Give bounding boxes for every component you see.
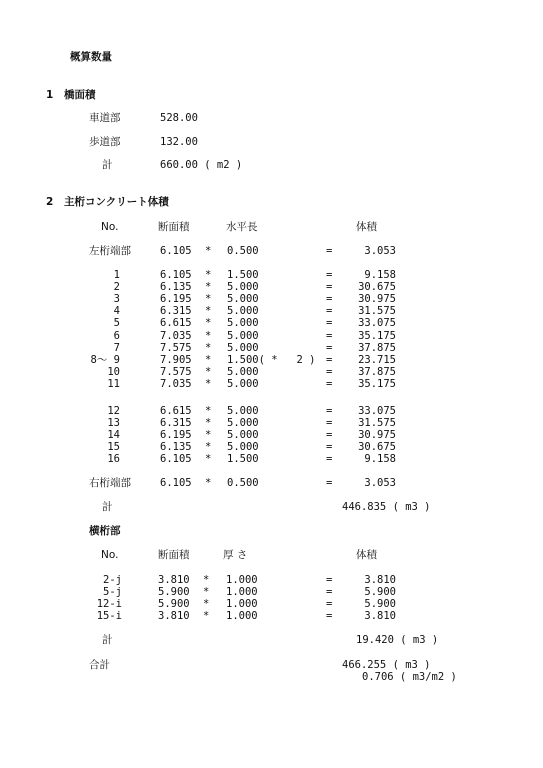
row-equals: = <box>326 281 333 294</box>
row-area: 6.135 <box>160 281 192 294</box>
row-length: 1.500 <box>227 453 259 466</box>
girder-subtotal-value: 446.835 ( m3 ) <box>342 501 431 513</box>
row-volume: 35.175 <box>358 377 396 390</box>
cross-row-number: 5-j <box>103 586 122 599</box>
row-equals: = <box>326 353 333 366</box>
row-number: 13 <box>107 417 120 430</box>
row-volume: 31.575 <box>358 417 396 430</box>
cross-subtotal-label: 計 <box>102 634 113 646</box>
row-number: 3 <box>113 293 120 306</box>
row-number: 6 <box>113 329 120 342</box>
row-operator: * <box>205 317 212 330</box>
cross-header-no: No. <box>101 549 119 561</box>
cross-row-thickness: 1.000 <box>226 586 258 599</box>
cross-row-volume: 5.900 <box>364 598 396 611</box>
row-area: 6.615 <box>160 405 192 417</box>
row-volume: 33.075 <box>358 317 396 330</box>
left-end-length: 0.500 <box>227 245 259 257</box>
cross-row-equals: = <box>326 610 333 623</box>
row-equals: = <box>326 377 333 390</box>
row-length: 5.000 <box>227 377 259 390</box>
row-equals: = <box>326 441 333 454</box>
header-no: No. <box>101 221 119 233</box>
row-area: 6.105 <box>160 453 192 466</box>
left-end-label: 左桁端部 <box>89 245 131 257</box>
section1-number: 1 <box>46 89 54 101</box>
row-length: 5.000 <box>227 281 259 294</box>
row-equals: = <box>326 453 333 466</box>
row-number: 15 <box>107 441 120 454</box>
cross-row-equals: = <box>326 586 333 599</box>
row-operator: * <box>205 353 212 366</box>
row-number: 1 <box>113 269 120 281</box>
cross-row-area: 5.900 <box>158 586 190 599</box>
cross-row-thickness: 1.000 <box>226 610 258 623</box>
row-volume: 30.975 <box>358 293 396 306</box>
row-number: 7 <box>113 341 120 354</box>
row-equals: = <box>326 417 333 430</box>
header-area: 断面積 <box>158 221 190 233</box>
row-length: 5.000 <box>227 317 259 330</box>
row-operator: * <box>205 441 212 454</box>
row-area: 7.575 <box>160 341 192 354</box>
header-length: 水平長 <box>226 221 258 233</box>
cross-row-thickness: 1.000 <box>226 574 258 586</box>
row-volume: 35.175 <box>358 329 396 342</box>
row-length: 5.000 <box>227 405 259 417</box>
cross-header-area: 断面積 <box>158 549 190 561</box>
row-length: 5.000 <box>227 329 259 342</box>
left-end-area: 6.105 <box>160 245 192 257</box>
cross-beam-heading: 横桁部 <box>89 525 121 537</box>
row-length: 5.000 <box>227 365 259 378</box>
row-operator: * <box>205 305 212 318</box>
header-volume: 体積 <box>356 221 377 233</box>
grand-total-label: 合計 <box>89 659 110 671</box>
cross-subtotal-value: 19.420 ( m3 ) <box>356 634 439 646</box>
right-end-eq: = <box>326 477 333 489</box>
row-equals: = <box>326 269 333 281</box>
cross-header-thickness: 厚 さ <box>223 549 248 561</box>
row-volume: 31.575 <box>358 305 396 318</box>
row-area: 7.035 <box>160 377 192 390</box>
cross-header-volume: 体積 <box>356 549 377 561</box>
row-equals: = <box>326 317 333 330</box>
row-length: 5.000 <box>227 305 259 318</box>
right-end-label: 右桁端部 <box>89 477 131 489</box>
row-number: 11 <box>107 377 120 390</box>
row-number: 8～ 9 <box>90 353 120 366</box>
section1-label: 車道部 <box>89 112 121 124</box>
section1-label: 歩道部 <box>89 136 121 148</box>
left-end-eq: = <box>326 245 333 257</box>
row-area: 6.105 <box>160 269 192 281</box>
grand-total-ratio: 0.706 ( m3/m2 ) <box>362 671 457 683</box>
row-operator: * <box>205 453 212 466</box>
row-length: 1.500 <box>227 269 259 281</box>
section1-total-value: 660.00 ( m2 ) <box>160 159 243 171</box>
row-operator: * <box>205 417 212 430</box>
row-area: 6.135 <box>160 441 192 454</box>
row-length: 1.500( * 2 ) <box>227 353 316 366</box>
row-volume: 30.975 <box>358 429 396 442</box>
right-end-op: * <box>205 477 212 489</box>
cross-row-area: 3.810 <box>158 574 190 586</box>
row-volume: 30.675 <box>358 281 396 294</box>
cross-row-area: 3.810 <box>158 610 190 623</box>
row-volume: 23.715 <box>358 353 396 366</box>
row-operator: * <box>205 405 212 417</box>
row-length: 5.000 <box>227 441 259 454</box>
cross-row-number: 2-j <box>103 574 122 586</box>
cross-row-operator: * <box>203 598 210 611</box>
row-area: 7.905 <box>160 353 192 366</box>
cross-row-thickness: 1.000 <box>226 598 258 611</box>
right-end-volume: 3.053 <box>364 477 396 489</box>
row-length: 5.000 <box>227 341 259 354</box>
row-equals: = <box>326 405 333 417</box>
row-length: 5.000 <box>227 417 259 430</box>
row-number: 12 <box>107 405 120 417</box>
row-number: 14 <box>107 429 120 442</box>
row-volume: 37.875 <box>358 341 396 354</box>
right-end-length: 0.500 <box>227 477 259 489</box>
row-operator: * <box>205 281 212 294</box>
cross-row-equals: = <box>326 574 333 586</box>
row-area: 7.575 <box>160 365 192 378</box>
cross-row-operator: * <box>203 586 210 599</box>
row-operator: * <box>205 293 212 306</box>
cross-row-volume: 5.900 <box>364 586 396 599</box>
right-end-area: 6.105 <box>160 477 192 489</box>
row-operator: * <box>205 429 212 442</box>
row-area: 6.315 <box>160 417 192 430</box>
row-volume: 37.875 <box>358 365 396 378</box>
section2-number: 2 <box>46 196 54 208</box>
row-area: 6.315 <box>160 305 192 318</box>
cross-row-operator: * <box>203 610 210 623</box>
row-number: 4 <box>113 305 120 318</box>
row-number: 16 <box>107 453 120 466</box>
page-title: 概算数量 <box>70 51 112 63</box>
row-length: 5.000 <box>227 293 259 306</box>
row-equals: = <box>326 429 333 442</box>
cross-row-volume: 3.810 <box>364 610 396 623</box>
cross-row-operator: * <box>203 574 210 586</box>
row-operator: * <box>205 269 212 281</box>
row-volume: 9.158 <box>364 453 396 466</box>
row-number: 5 <box>113 317 120 330</box>
section1-value: 528.00 <box>160 112 198 124</box>
cross-row-number: 15-i <box>96 610 122 623</box>
row-equals: = <box>326 329 333 342</box>
section1-heading: 橋面積 <box>64 89 96 101</box>
cross-row-equals: = <box>326 598 333 611</box>
left-end-op: * <box>205 245 212 257</box>
cross-row-number: 12-i <box>96 598 122 611</box>
row-volume: 9.158 <box>364 269 396 281</box>
girder-subtotal-label: 計 <box>102 501 113 513</box>
row-area: 6.195 <box>160 293 192 306</box>
row-operator: * <box>205 341 212 354</box>
row-area: 6.195 <box>160 429 192 442</box>
row-equals: = <box>326 305 333 318</box>
row-area: 6.615 <box>160 317 192 330</box>
section2-heading: 主桁コンクリート体積 <box>64 196 169 208</box>
row-operator: * <box>205 365 212 378</box>
row-number: 10 <box>107 365 120 378</box>
cross-row-area: 5.900 <box>158 598 190 611</box>
row-operator: * <box>205 329 212 342</box>
row-volume: 30.675 <box>358 441 396 454</box>
row-equals: = <box>326 365 333 378</box>
cross-row-volume: 3.810 <box>364 574 396 586</box>
grand-total-volume: 466.255 ( m3 ) <box>342 659 431 671</box>
row-equals: = <box>326 341 333 354</box>
row-equals: = <box>326 293 333 306</box>
section1-total-label: 計 <box>102 159 113 171</box>
row-operator: * <box>205 377 212 390</box>
left-end-volume: 3.053 <box>364 245 396 257</box>
row-volume: 33.075 <box>358 405 396 417</box>
row-number: 2 <box>113 281 120 294</box>
row-length: 5.000 <box>227 429 259 442</box>
row-area: 7.035 <box>160 329 192 342</box>
section1-value: 132.00 <box>160 136 198 148</box>
